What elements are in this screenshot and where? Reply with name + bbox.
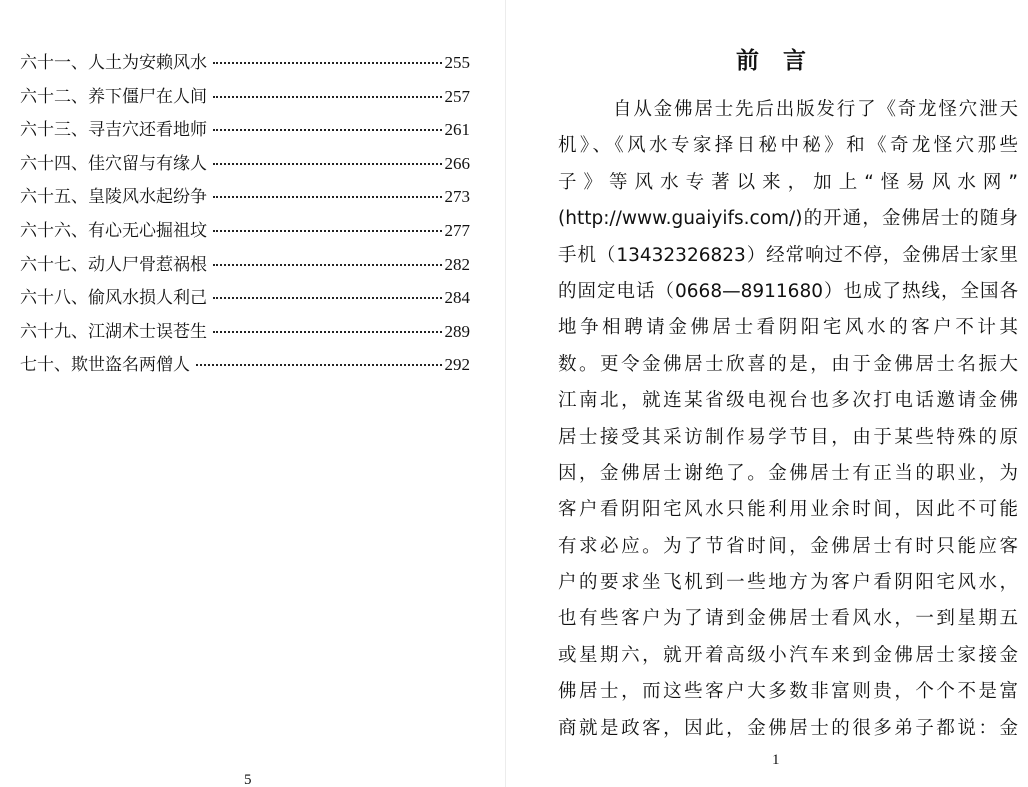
- preface-line: 或星期六，就开着高级小汽车来到金佛居士家接金: [558, 644, 1018, 666]
- toc-entry-page: 257: [444, 86, 470, 106]
- preface-line: 商就是政客，因此，金佛居士的很多弟子都说：金: [558, 717, 1018, 739]
- preface-title: 前言: [736, 48, 830, 74]
- toc-dot-leader: [196, 364, 442, 366]
- toc-entry-page: 277: [444, 220, 470, 240]
- preface-line: 手机（13432326823）经常响过不停，金佛居士家里: [558, 244, 1018, 266]
- preface-line: 居士接受其采访制作易学节目，由于某些特殊的原: [558, 426, 1018, 448]
- preface-line: 江南北，就连某省级电视台也多次打电话邀请金佛: [558, 390, 1018, 412]
- toc-entry: [20, 48, 470, 82]
- toc-entry-page: 266: [444, 153, 470, 173]
- toc-dot-leader: [213, 163, 442, 165]
- toc-entry: [20, 182, 470, 216]
- toc-entry-page: 292: [444, 355, 470, 375]
- toc-entry-title: 六十五、皇陵风水起纷争: [20, 187, 207, 208]
- toc-entry-title: 七十、欺世盗名两僧人: [20, 355, 190, 376]
- preface-line: 自从金佛居士先后出版发行了《奇龙怪穴泄天: [613, 99, 1018, 120]
- table-of-contents: [20, 48, 470, 384]
- toc-entry-page: 255: [444, 53, 470, 72]
- toc-entry-title: 六十三、寻吉穴还看地师: [20, 120, 207, 141]
- toc-entry-title: 六十六、有心无心掘祖坟: [20, 220, 207, 241]
- page-number-right: 1: [772, 752, 780, 768]
- toc-dot-leader: [213, 331, 442, 333]
- toc-entry-page: 273: [444, 187, 470, 207]
- toc-entry: [20, 350, 470, 384]
- toc-entry-title: 六十七、动人尸骨惹祸根: [20, 254, 207, 275]
- toc-entry-page: 282: [444, 254, 470, 274]
- preface-line: 子》等风水专著以来，加上“怪易风水网”: [558, 171, 1018, 193]
- toc-entry-title: 六十四、佳穴留与有缘人: [20, 153, 207, 174]
- toc-dot-leader: [213, 297, 442, 299]
- preface-line: 户的要求坐飞机到一些地方为客户看阴阳宅风水，: [558, 572, 1018, 594]
- page-gutter: [505, 0, 506, 787]
- toc-entry-title: 六十一、人土为安赖风水: [20, 53, 207, 73]
- toc-dot-leader: [213, 196, 442, 198]
- toc-entry: [20, 250, 470, 284]
- preface-line: 也有些客户为了请到金佛居士看风水，一到星期五: [558, 608, 1018, 630]
- preface-line: 有求必应。为了节省时间，金佛居士有时只能应客: [558, 535, 1018, 557]
- toc-dot-leader: [213, 62, 442, 64]
- toc-dot-leader: [213, 230, 442, 232]
- toc-entry-page: 261: [444, 120, 470, 140]
- toc-entry: [20, 115, 470, 149]
- toc-entry: [20, 317, 470, 351]
- preface-line: 因，金佛居士谢绝了。金佛居士有正当的职业，为: [558, 462, 1018, 484]
- preface-body: [558, 92, 1018, 747]
- preface-line: (http://www.guaiyifs.com/)的开通，金佛居士的随身: [558, 208, 1018, 230]
- toc-entry: [20, 149, 470, 183]
- left-page: [0, 0, 500, 787]
- toc-entry-title: 六十二、养下僵尸在人间: [20, 86, 207, 107]
- preface-line: 客户看阴阳宅风水只能利用业余时间，因此不可能: [558, 499, 1018, 521]
- toc-entry-title: 六十八、偷风水损人利己: [20, 288, 207, 309]
- toc-dot-leader: [213, 96, 442, 98]
- preface-line: 地争相聘请金佛居士看阴阳宅风水的客户不计其: [558, 317, 1018, 339]
- preface-line: 数。更令金佛居士欣喜的是，由于金佛居士名振大: [558, 353, 1018, 375]
- toc-entry-page: 289: [444, 321, 470, 341]
- preface-line: 佛居士，而这些客户大多数非富则贵，个个不是富: [558, 681, 1018, 703]
- toc-entry-title: 六十九、江湖术士误苍生: [20, 321, 207, 342]
- page-number-left: 5: [244, 772, 252, 787]
- preface-line: 机》、《风水专家择日秘中秘》和《奇龙怪穴那些: [558, 135, 1018, 157]
- toc-dot-leader: [213, 129, 442, 131]
- toc-entry: [20, 82, 470, 116]
- toc-entry: [20, 283, 470, 317]
- preface-line: 的固定电话（0668—8911680）也成了热线，全国各: [558, 280, 1018, 302]
- toc-entry-page: 284: [444, 288, 470, 308]
- right-page: [514, 0, 1028, 787]
- toc-dot-leader: [213, 264, 442, 266]
- toc-entry: [20, 216, 470, 250]
